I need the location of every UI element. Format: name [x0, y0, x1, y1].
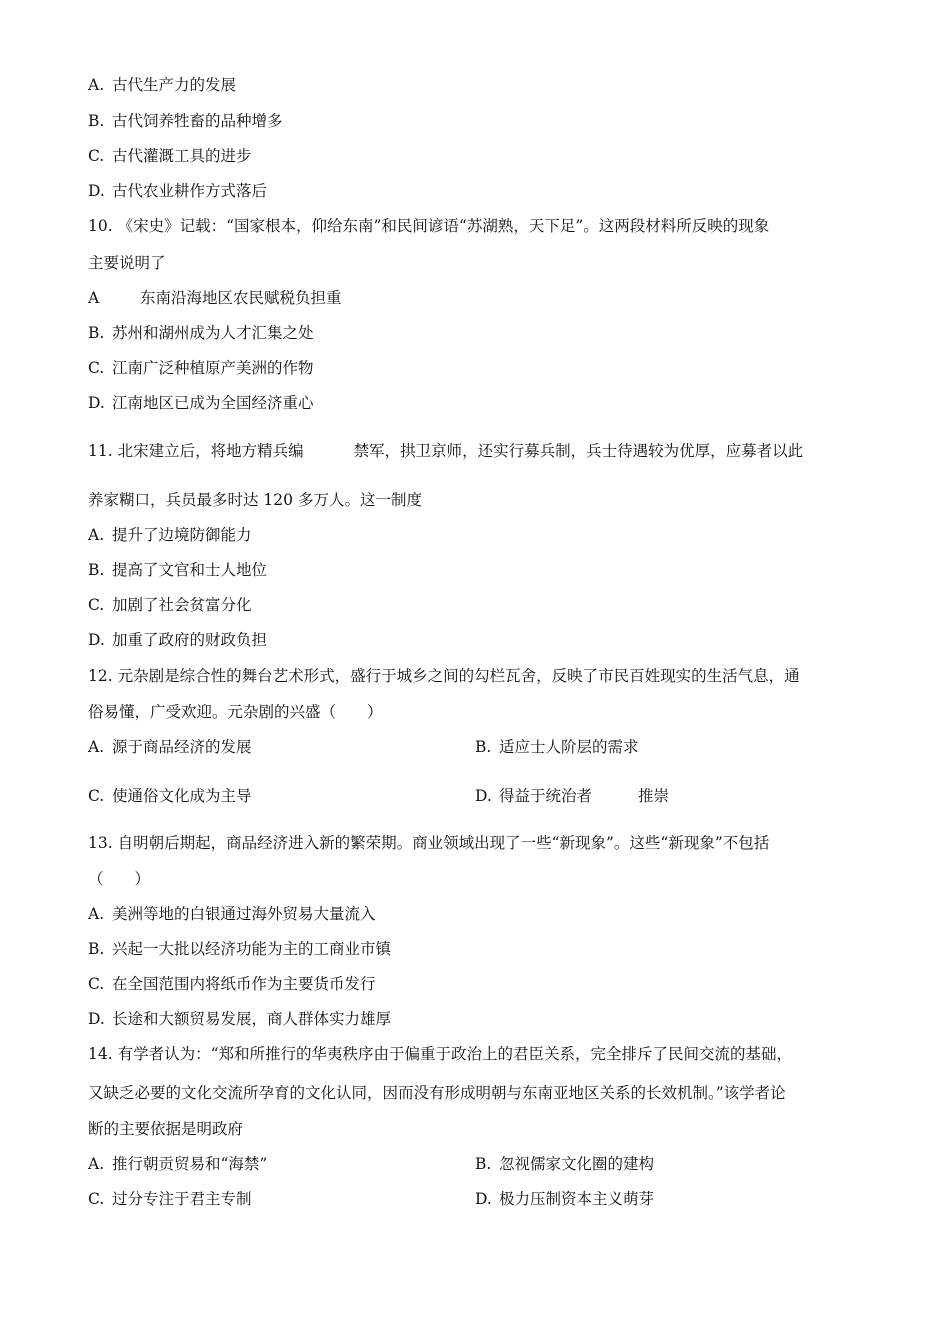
q9-option-b: [88, 110, 283, 132]
option-text: 古代农业耕作方式落后: [112, 182, 268, 200]
option-letter: C.: [88, 359, 105, 377]
q14-stem-line1: 14. 有学者认为：“郑和所推行的华夷秩序由于偏重于政治上的君臣关系，完全排斥了民间交流的基础，: [88, 1045, 793, 1063]
option-letter: A.: [88, 905, 105, 923]
q14-stem-line2: 又缺乏必要的文化交流所孕育的文化认同，因而没有形成明朝与东南亚地区关系的长效机制。”该学者论: [88, 1084, 786, 1102]
option-text: 过分专注于君主专制: [112, 1190, 252, 1208]
q11-stem-line1: [88, 440, 803, 462]
option-text: 极力压制资本主义萌芽: [499, 1190, 655, 1208]
q11-stem-line2: 养家糊口，兵员最多时达 120 多万人。这一制度: [88, 491, 422, 509]
option-letter: C.: [88, 147, 105, 165]
option-letter: C.: [88, 975, 105, 993]
q10-option-d: [88, 392, 314, 414]
option-text: 使通俗文化成为主导: [112, 787, 252, 805]
q12-option-a: [88, 736, 252, 758]
option-text: 长途和大额贸易发展，商人群体实力雄厚: [112, 1010, 392, 1028]
option-text: 兴起一大批以经济功能为主的工商业市镇: [112, 940, 392, 958]
option-letter: D.: [88, 631, 105, 649]
option-letter: D.: [88, 182, 105, 200]
q14-stem-line3: 断的主要依据是明政府: [88, 1120, 244, 1138]
q13-option-a: [88, 903, 376, 925]
option-text: 源于商品经济的发展: [112, 738, 252, 756]
option-text: 东南沿海地区农民赋税负担重: [140, 289, 342, 307]
option-text: 提升了边境防御能力: [112, 526, 252, 544]
option-letter: C.: [88, 596, 105, 614]
option-letter: D.: [88, 1010, 105, 1028]
q11-option-c: [88, 594, 252, 616]
option-text: 适应士人阶层的需求: [499, 738, 639, 756]
option-letter: B.: [88, 561, 105, 579]
q10-option-a: [88, 287, 342, 309]
option-text: 江南地区已成为全国经济重心: [112, 394, 314, 412]
option-letter: D.: [475, 1190, 492, 1208]
option-letter: A.: [88, 738, 105, 756]
q9-option-a: [88, 74, 236, 96]
q13-stem-line2: （ ）: [88, 870, 151, 888]
q12-option-d: [475, 785, 669, 807]
option-text: 苏州和湖州成为人才汇集之处: [112, 324, 314, 342]
option-text: 古代灌溉工具的进步: [112, 147, 252, 165]
option-text: 美洲等地的白银通过海外贸易大量流入: [112, 905, 376, 923]
option-letter: A: [88, 289, 100, 307]
q14-option-a: [88, 1153, 267, 1175]
q9-option-c: [88, 145, 252, 167]
q13-option-d: [88, 1008, 391, 1030]
option-letter: B.: [475, 738, 492, 756]
q11-stem-part-b: 禁军，拱卫京师，还实行募兵制，兵士待遇较为优厚，应募者以此: [353, 442, 804, 460]
q12-stem-line1: 12. 元杂剧是综合性的舞台艺术形式，盛行于城乡之间的勾栏瓦舍，反映了市民百姓现实的生活气息，通: [88, 667, 800, 685]
option-letter: C.: [88, 1190, 105, 1208]
option-letter: A.: [88, 1155, 105, 1173]
option-letter: B.: [475, 1155, 492, 1173]
option-letter: D.: [88, 394, 105, 412]
q9-option-d: [88, 180, 267, 202]
option-letter: B.: [88, 112, 105, 130]
option-text: 加剧了社会贫富分化: [112, 596, 252, 614]
option-text: 在全国范围内将纸币作为主要货币发行: [112, 975, 376, 993]
q11-stem-part-a: 11. 北宋建立后，将地方精兵编: [88, 442, 304, 460]
q12-option-b: [475, 736, 639, 758]
q10-option-c: [88, 357, 314, 379]
option-letter: C.: [88, 787, 105, 805]
option-text: 古代饲养牲畜的品种增多: [112, 112, 283, 130]
option-text: 推行朝贡贸易和“海禁”: [112, 1155, 268, 1173]
q11-option-a: [88, 524, 252, 546]
q12-stem-line2: 俗易懂，广受欢迎。元杂剧的兴盛（ ）: [88, 703, 383, 721]
q13-stem-line1: 13. 自明朝后期起，商品经济进入新的繁荣期。商业领域出现了一些“新现象”。这些“新现象”不包括: [88, 834, 770, 852]
option-letter: D.: [475, 787, 492, 805]
option-letter: A.: [88, 526, 105, 544]
q12-option-c: [88, 785, 252, 807]
q13-option-c: [88, 973, 376, 995]
q10-stem-line2: 主要说明了: [88, 254, 166, 272]
q11-option-b: [88, 559, 267, 581]
option-text-part-a: 得益于统治者: [499, 787, 593, 805]
option-letter: B.: [88, 324, 105, 342]
q11-option-d: [88, 629, 267, 651]
q14-option-c: [88, 1188, 252, 1210]
option-text: 提高了文官和士人地位: [112, 561, 268, 579]
q14-option-d: [475, 1188, 654, 1210]
option-letter: B.: [88, 940, 105, 958]
q10-stem-line1: 10. 《宋史》记载：“国家根本，仰给东南”和民间谚语“苏湖熟，天下足”。这两段材料所反映的现象: [88, 217, 770, 235]
q10-option-b: [88, 322, 314, 344]
option-text: 古代生产力的发展: [112, 76, 237, 94]
option-text: 忽视儒家文化圈的建构: [499, 1155, 655, 1173]
option-text: 江南广泛种植原产美洲的作物: [112, 359, 314, 377]
q13-option-b: [88, 938, 391, 960]
option-text-part-b: 推崇: [638, 787, 670, 805]
option-text: 加重了政府的财政负担: [112, 631, 268, 649]
option-letter: A.: [88, 76, 105, 94]
q14-option-b: [475, 1153, 654, 1175]
